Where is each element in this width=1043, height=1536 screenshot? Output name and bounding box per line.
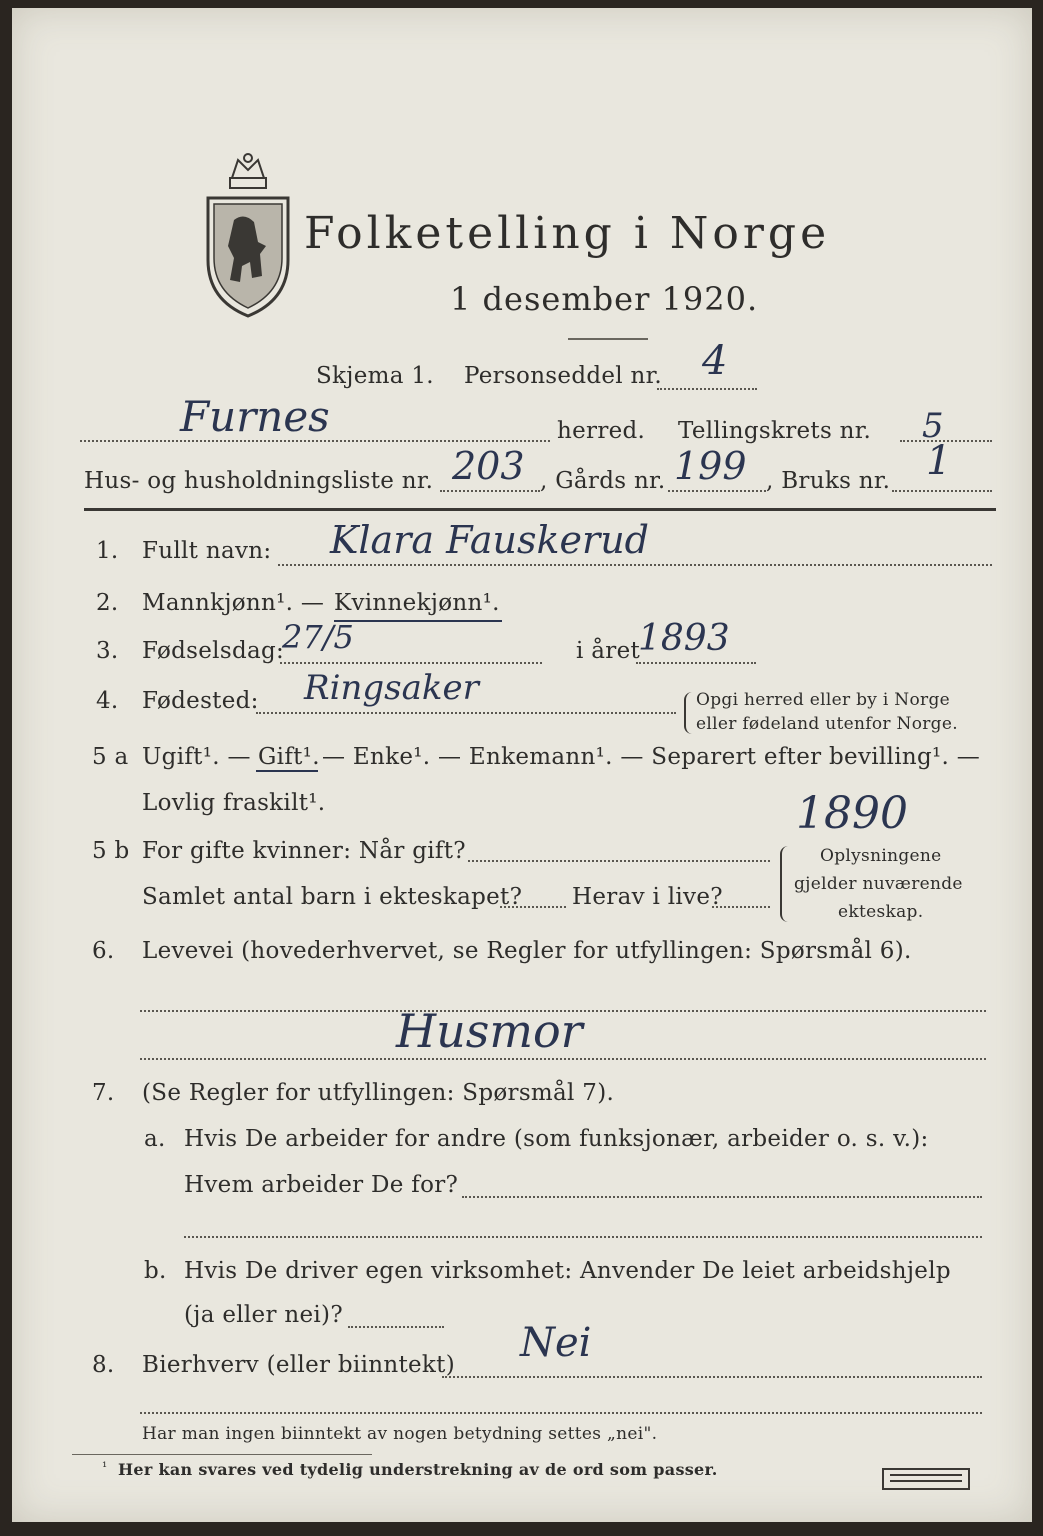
q6-number: 6.: [92, 938, 115, 964]
tellingskrets-label: Tellingskrets nr.: [678, 418, 872, 444]
q5b-brace: [780, 846, 792, 922]
q3-value: 27/5: [282, 618, 354, 656]
title-divider: [568, 338, 648, 340]
census-form: [12, 8, 1032, 1522]
bruks-label: , Bruks nr.: [766, 468, 891, 494]
q3-year-line: [636, 662, 756, 664]
q5b-note-1: Oplysningene: [820, 846, 942, 866]
q7a-employer-label: Hvem arbeider De for?: [184, 1172, 459, 1198]
q3-year-value: 1893: [638, 618, 730, 659]
q2-male-label: Mannkjønn¹. —: [142, 590, 325, 616]
personseddel-value: 4: [702, 338, 728, 384]
q4-number: 4.: [96, 688, 119, 714]
hus-line: [440, 490, 540, 492]
q8-line-1: [442, 1376, 982, 1378]
q1-label: Fullt navn:: [142, 538, 272, 564]
footnote-text: Her kan svares ved tydelig understrekning av de ord som passer.: [118, 1460, 718, 1479]
q6-value: Husmor: [396, 1004, 583, 1058]
census-date: 1 desember 1920.: [450, 280, 759, 318]
q3-year-label: i året: [576, 638, 641, 664]
q4-label: Fødested:: [142, 688, 259, 714]
schema-label: Skjema 1.: [316, 363, 434, 389]
bruks-value: 1: [926, 438, 952, 484]
q4-value: Ringsaker: [304, 668, 479, 708]
q5b-number: 5 b: [92, 838, 130, 864]
q7a-label: Hvis De arbeider for andre (som funksjonær, arbeider o. s. v.):: [184, 1126, 929, 1152]
q5b-married-year: 1890: [796, 788, 908, 839]
q7a-number: a.: [144, 1126, 166, 1152]
q3-number: 3.: [96, 638, 119, 664]
q5b-children-line: [500, 906, 566, 908]
q7b-label: Hvis De driver egen virksomhet: Anvender De leiet arbeidshjelp: [184, 1258, 951, 1284]
q8-label: Bierhverv (eller biinntekt): [142, 1352, 455, 1378]
q5a-gift-underline: [256, 770, 318, 772]
q6-label: Levevei (hovederhvervet, se Regler for utfyllingen: Spørsmål 6).: [142, 938, 912, 964]
gards-line: [668, 490, 766, 492]
q4-line: [256, 712, 676, 714]
q1-number: 1.: [96, 538, 119, 564]
q5a-gift: Gift¹.: [258, 744, 320, 770]
q4-note-1: Opgi herred eller by i Norge: [696, 690, 950, 710]
personseddel-label: Personseddel nr.: [464, 363, 663, 389]
tellingskrets-value: 5: [922, 406, 944, 446]
q8-value: Nei: [520, 1320, 592, 1366]
q7a-line-1: [462, 1196, 982, 1198]
footnote-divider: [72, 1454, 372, 1455]
q3-line: [280, 662, 542, 664]
q6-line-2: [140, 1058, 986, 1060]
q7b-number: b.: [144, 1258, 167, 1284]
q5b-note-3: ekteskap.: [838, 902, 924, 922]
q5b-children-label: Samlet antal barn i ekteskapet?: [142, 884, 523, 910]
q7b-yes-no-label: (ja eller nei)?: [184, 1302, 343, 1328]
bruks-line: [892, 490, 992, 492]
q4-brace: [684, 692, 696, 734]
norwegian-coat-of-arms-icon: [200, 150, 296, 320]
q8-number: 8.: [92, 1352, 115, 1378]
q1-value: Klara Fauskerud: [330, 518, 649, 562]
form-title: Folketelling i Norge: [304, 208, 831, 259]
q5b-note-2: gjelder nuværende: [794, 874, 963, 894]
hus-label: Hus- og husholdningsliste nr.: [84, 468, 434, 494]
q5a-ugift: Ugift¹. —: [142, 744, 251, 770]
q2-number: 2.: [96, 590, 119, 616]
herred-value: Furnes: [180, 392, 330, 441]
q1-line: [278, 564, 992, 566]
gards-label: , Gårds nr.: [540, 468, 666, 494]
personseddel-line: [657, 388, 757, 390]
q8-line-2: [140, 1412, 982, 1414]
footer-note: Har man ingen biinntekt av nogen betydning settes „nei".: [142, 1424, 658, 1444]
q2-underline: [334, 620, 502, 622]
printer-stamp: [882, 1468, 970, 1490]
q5b-line: [468, 860, 770, 862]
q5b-alive-label: Herav i live?: [572, 884, 723, 910]
q3-label: Fødselsdag:: [142, 638, 285, 664]
q7a-line-2: [184, 1236, 982, 1238]
footnote-mark: ¹: [102, 1460, 108, 1475]
q5a-lovlig-fraskilt: Lovlig fraskilt¹.: [142, 790, 326, 816]
herred-label: herred.: [557, 418, 646, 444]
gards-value: 199: [674, 444, 747, 488]
header-rule: [84, 508, 996, 511]
q2-female-label: Kvinnekjønn¹.: [334, 590, 500, 616]
q5b-label: For gifte kvinner: Når gift?: [142, 838, 466, 864]
q5a-other-options: — Enke¹. — Enkemann¹. — Separert efter bevilling¹. —: [322, 744, 981, 770]
q7b-line: [348, 1326, 444, 1328]
q7-label: (Se Regler for utfyllingen: Spørsmål 7).: [142, 1080, 615, 1106]
q5b-alive-line: [712, 906, 770, 908]
q4-note-2: eller fødeland utenfor Norge.: [696, 714, 958, 734]
q7-number: 7.: [92, 1080, 115, 1106]
q5a-number: 5 a: [92, 744, 129, 770]
hus-value: 203: [452, 444, 525, 488]
